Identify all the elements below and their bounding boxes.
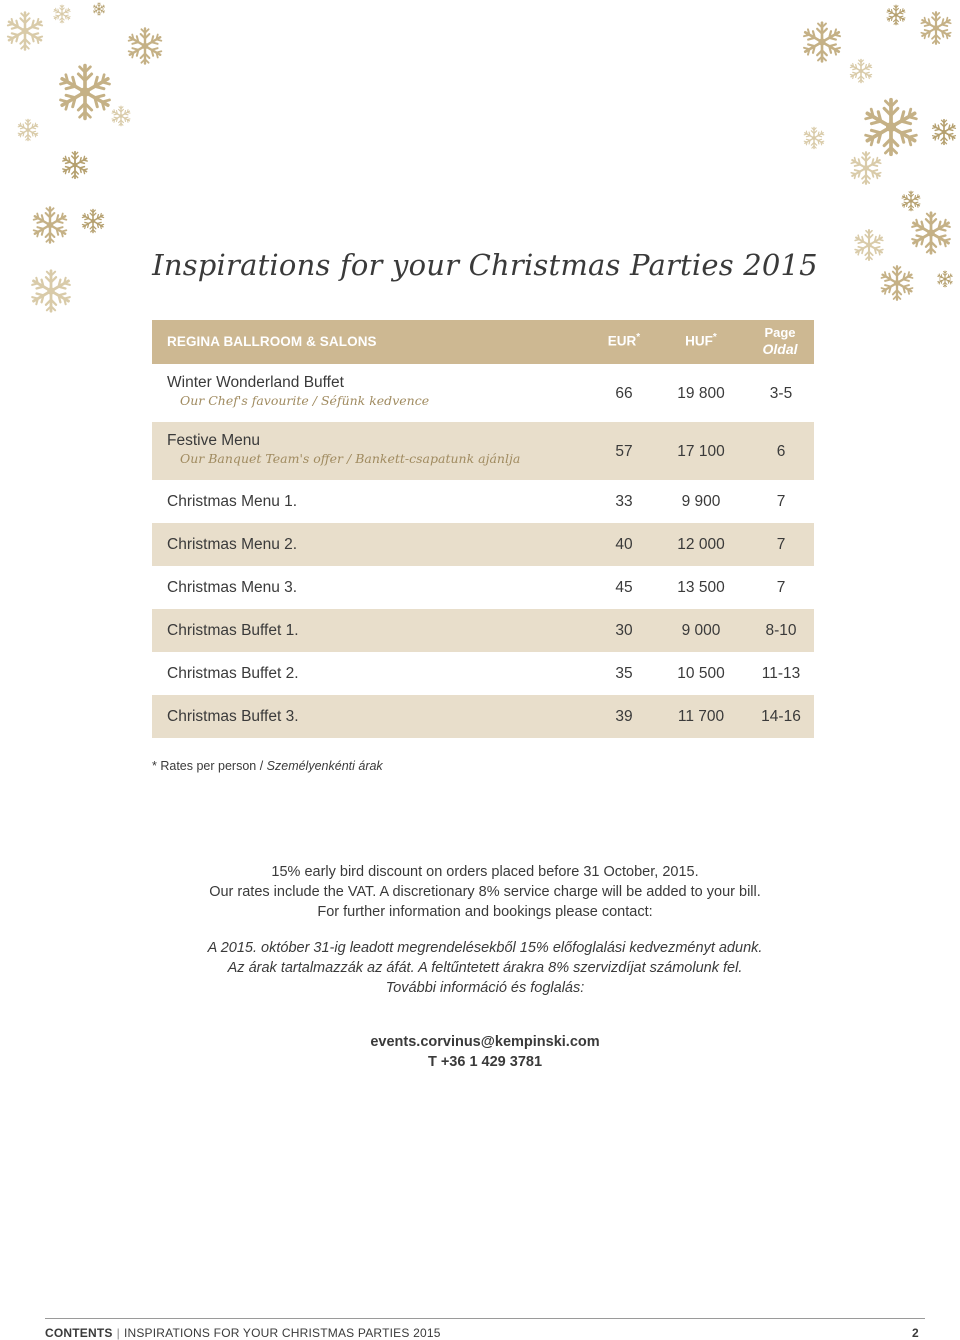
info-hungarian: A 2015. október 31-ig leadott megrendelésekből 15% előfoglalási kedvezményt adunk. Az árak tartalmazzák az áfát. A feltűntetett árakra 8% szervizdíjat számolunk fel. További információ és foglalás: xyxy=(207,940,763,996)
footer: CONTENTS | INSPIRATIONS FOR YOUR CHRISTMAS PARTIES 2015 xyxy=(45,1326,441,1340)
price-huf: 12 000 xyxy=(677,536,725,553)
row-name: Winter Wonderland Buffet xyxy=(167,374,344,391)
row-name: Christmas Buffet 3. xyxy=(167,708,299,725)
snowflake-icon xyxy=(885,4,907,26)
price-eur: 39 xyxy=(615,708,633,725)
page-number: 2 xyxy=(912,1326,919,1340)
table-body xyxy=(152,364,814,738)
snowflake-icon xyxy=(848,58,874,84)
contact-block xyxy=(0,1032,960,1072)
huf-header: HUF* xyxy=(685,332,717,349)
row-name: Christmas Menu 2. xyxy=(167,536,298,553)
info-english: 15% early bird discount on orders placed before 31 October, 2015. Our rates include the VAT. A discretionary 8% service charge will be added to your bill. For further information and bookings please contact: xyxy=(209,864,761,920)
row-subtitle: Our Banquet Team's offer / Bankett-csapatunk ajánlja xyxy=(180,451,521,466)
snowflake-icon xyxy=(930,118,958,146)
page-header: Page Oldal xyxy=(762,325,798,357)
snowflake-icon xyxy=(848,150,884,186)
table-row xyxy=(152,480,814,523)
snowflake-icon xyxy=(4,10,46,52)
table-row xyxy=(152,364,814,422)
table-row xyxy=(152,609,814,652)
price-huf: 9 900 xyxy=(681,493,721,510)
eur-header: EUR* xyxy=(607,332,641,349)
page-ref: 7 xyxy=(776,493,786,510)
price-huf: 13 500 xyxy=(677,579,725,596)
footer-divider xyxy=(45,1318,925,1319)
page-ref: 3-5 xyxy=(769,385,793,402)
price-huf: 10 500 xyxy=(677,665,725,682)
price-eur: 40 xyxy=(615,536,633,553)
snowflake-icon xyxy=(92,2,106,16)
snowflake-icon xyxy=(60,150,90,180)
price-eur: 57 xyxy=(615,443,633,460)
snowflake-icon xyxy=(30,205,70,245)
price-huf: 11 700 xyxy=(677,708,725,725)
venue-header: REGINA BALLROOM & SALONS xyxy=(167,334,377,349)
price-huf: 19 800 xyxy=(677,385,725,402)
snowflake-icon xyxy=(900,190,922,212)
snowflake-icon xyxy=(802,126,826,150)
row-name: Christmas Buffet 1. xyxy=(167,622,299,639)
price-huf: 9 000 xyxy=(681,622,721,639)
table-row xyxy=(152,422,814,480)
snowflake-icon xyxy=(80,208,106,234)
snowflake-icon xyxy=(860,96,922,158)
page-ref: 11-13 xyxy=(761,665,801,682)
snowflake-icon xyxy=(52,4,72,24)
row-name: Christmas Menu 3. xyxy=(167,579,298,596)
price-table xyxy=(152,320,814,738)
row-subtitle: Our Chef's favourite / Séfünk kedvence xyxy=(180,393,430,408)
footer-title: INSPIRATIONS FOR YOUR CHRISTMAS PARTIES 2015 xyxy=(123,1326,441,1340)
row-name: Christmas Buffet 2. xyxy=(167,665,299,682)
contact-phone[interactable]: T +36 1 429 3781 xyxy=(427,1054,543,1070)
snowflake-icon xyxy=(800,20,844,64)
footer-contents-link[interactable]: CONTENTS xyxy=(45,1326,113,1340)
price-eur: 33 xyxy=(615,493,633,510)
page-ref: 6 xyxy=(776,443,786,460)
contact-email[interactable]: events.corvinus@kempinski.com xyxy=(370,1034,600,1050)
page-ref: 7 xyxy=(776,579,786,596)
snowflake-icon xyxy=(55,62,115,122)
table-row xyxy=(152,695,814,738)
price-huf: 17 100 xyxy=(677,443,725,460)
table-header xyxy=(152,320,814,364)
snowflake-icon xyxy=(918,10,954,46)
page-title: Inspirations for your Christmas Parties 2015 xyxy=(152,248,818,282)
snowflake-icon xyxy=(16,118,40,142)
row-name: Christmas Menu 1. xyxy=(167,493,298,510)
price-eur: 45 xyxy=(615,579,633,596)
rates-footnote: * Rates per person / Személyenkénti árak xyxy=(152,759,383,773)
table-row xyxy=(152,652,814,695)
page-ref: 7 xyxy=(776,536,786,553)
price-eur: 30 xyxy=(615,622,633,639)
snowflake-icon xyxy=(125,26,165,66)
table-row xyxy=(152,523,814,566)
row-name: Festive Menu xyxy=(167,432,261,449)
price-eur: 35 xyxy=(615,665,633,682)
price-eur: 66 xyxy=(615,385,633,402)
page-ref: 14-16 xyxy=(761,708,801,725)
snowflake-icon xyxy=(110,105,132,127)
table-row xyxy=(152,566,814,609)
page-ref: 8-10 xyxy=(765,622,797,639)
